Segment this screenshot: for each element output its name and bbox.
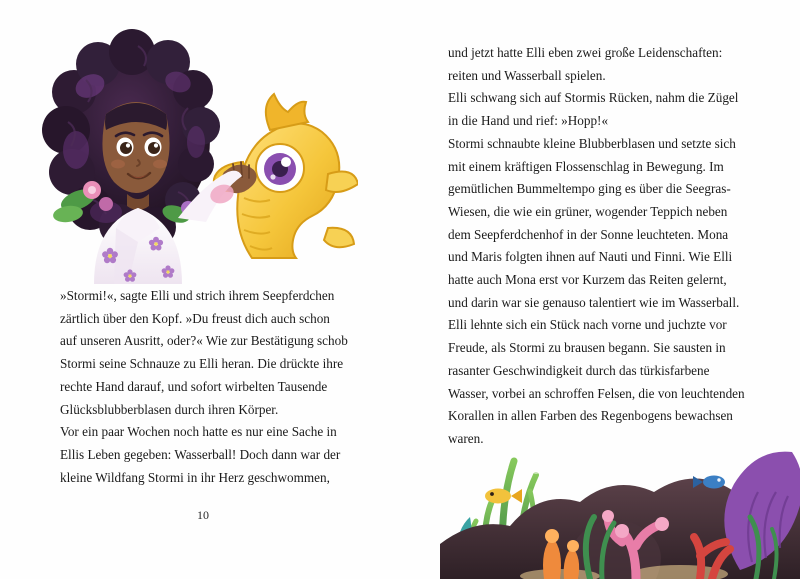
- page-number: 10: [197, 508, 209, 522]
- paragraph: und jetzt hatte Elli eben zwei große Leidenschaften: reiten und Wasserball spielen.: [448, 45, 723, 83]
- paragraph: Vor ein paar Wochen noch hatte es nur eine Sache in Ellis Leben gegeben: Wasserball! Doch dann war der kleine Wildfang Stormi in ihr Herz geschwommen,: [60, 424, 341, 485]
- coral-reef-illustration: [440, 330, 800, 579]
- paragraph: Elli lehnte sich ein Stück nach vorne und juchzte vor Freude, als Stormi zu brausen begann. Sie sausten in rasanter Geschwindigkeit durch das türkisfarbene Wasser, vorbei an schroffen Felsen, die von leuchtenden Korallen in allen Farben des Regenbogens bewachsen waren.: [448, 317, 745, 446]
- bubbles: [532, 432, 700, 474]
- left-text-column: [60, 285, 348, 489]
- paragraph: Stormi schnaubte kleine Blubberblasen und setzte sich mit einem kräftigen Flossenschlag in Bewegung. Im gemütlichen Bummeltempo ging es über die Seegras-Wiesen, die wie ein grüner, wogender Teppich neben dem Seepferdchenhof in der Sonne leuchteten. Mona und Maris folgten ihnen auf Nauti und Finni. Wie Elli hatte auch Mona erst vor Kurzem das Reiten gelernt, und darin war sie genauso talentiert wie im Wasserball.: [448, 135, 740, 310]
- girl-and-seahorse-illustration: [28, 22, 358, 284]
- paragraph: »Stormi!«, sagte Elli und strich ihrem Seepferdchen zärtlich über den Kopf. »Du freust dich auch schon auf unseren Ausritt, oder?« Wie zur Bestätigung schob Stormi seine Schnauze zu Elli heran. Die drückte ihre rechte Hand darauf, und sofort wirbelten Tausende Glücksblubberblasen durch ihren Körper.: [60, 288, 348, 417]
- paragraph: Elli schwang sich auf Stormis Rücken, nahm die Zügel in die Hand und rief: »Hopp!«: [448, 90, 739, 129]
- fish-yellow: [485, 489, 522, 504]
- girl-face: [102, 102, 169, 193]
